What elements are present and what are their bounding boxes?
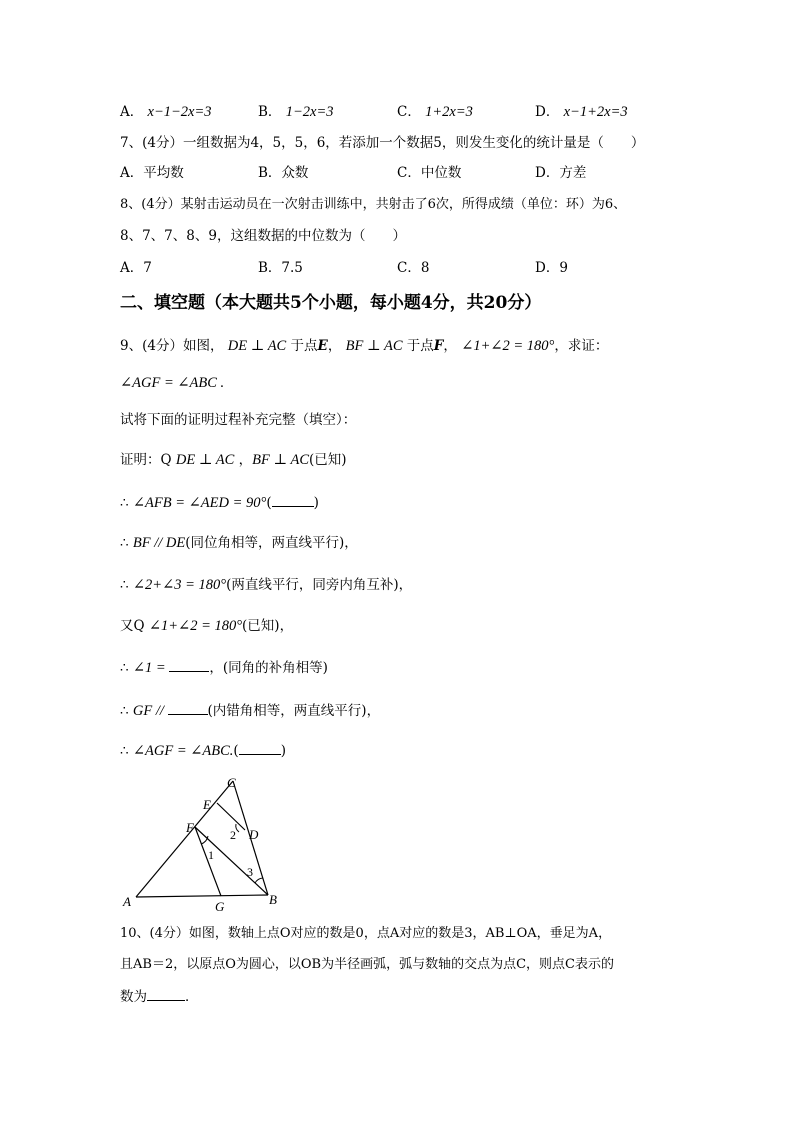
q7-option-c	[397, 163, 461, 183]
q8-option-d	[535, 258, 568, 278]
q9-text: ，	[327, 338, 342, 354]
q9-point-f: F	[433, 338, 444, 354]
proof-text: (两直线平行，同旁内角互补)，	[226, 577, 413, 593]
q8-option-b	[258, 258, 303, 278]
q6-option-b	[258, 102, 333, 122]
angle-2-mark	[236, 824, 239, 832]
proof-line	[120, 533, 358, 553]
option-text: 7	[143, 260, 152, 276]
option-letter: B．	[258, 260, 282, 276]
proof-text: ∴	[120, 660, 133, 676]
option-letter: C．	[397, 104, 421, 120]
q8-option-c	[397, 258, 429, 278]
option-text: 1−2x=3	[285, 104, 334, 120]
option-text: 8	[420, 260, 430, 276]
q9-math: BF ⊥ AC	[345, 338, 403, 354]
proof-math: ∠1+∠2 = 180°	[148, 618, 243, 634]
proof-text: (已知)，	[242, 618, 294, 634]
answer-blank[interactable]	[168, 700, 208, 715]
q9-text: 9、(4分）如图，	[120, 338, 224, 354]
label-b: B	[269, 892, 277, 907]
option-text: 中位数	[420, 165, 462, 181]
label-e: E	[203, 797, 211, 812]
proof-text: )	[313, 495, 319, 511]
proof-line	[120, 657, 328, 678]
q7-option-a	[120, 163, 184, 183]
q6-option-a	[120, 102, 212, 122]
label-d: D	[249, 827, 259, 842]
proof-text: ∴	[120, 535, 133, 551]
q9-math: ∠1+∠2 = 180°	[461, 338, 555, 354]
q9-line1	[120, 336, 608, 356]
section-title: 二、填空题（本大题共5个小题，每小题4分，共20分）	[120, 293, 542, 313]
q9-text: ，	[443, 338, 457, 354]
segment-ac	[136, 781, 233, 897]
proof-text: ，	[234, 452, 253, 468]
q6-option-c	[397, 102, 473, 122]
label-f: F	[186, 820, 194, 835]
proof-text: (同位角相等，两直线平行)，	[185, 535, 358, 551]
proof-text: ，(同角的补角相等)	[209, 660, 328, 676]
proof-line	[120, 616, 293, 636]
q8-stem-line2: 8、7、7、8、9，这组数据的中位数为（ ）	[120, 228, 406, 244]
proof-line	[120, 575, 412, 595]
proof-math: DE ⊥ AC	[175, 452, 235, 468]
option-letter: B．	[258, 104, 282, 120]
proof-math: ∠AFB = ∠AED = 90°	[132, 495, 267, 511]
proof-text: ∴	[120, 703, 133, 719]
option-letter: A．	[120, 104, 144, 120]
answer-blank[interactable]	[272, 492, 314, 507]
option-letter: D．	[535, 104, 560, 120]
option-letter: B．	[258, 165, 282, 181]
option-letter: A．	[120, 165, 144, 181]
answer-blank[interactable]	[147, 986, 185, 1001]
label-a: A	[123, 894, 131, 909]
option-text: 1+2x=3	[425, 104, 473, 120]
option-text: x−1+2x=3	[563, 104, 628, 120]
option-letter: C．	[397, 165, 421, 181]
proof-text: 又Q	[120, 618, 149, 634]
proof-math: BF ⊥ AC	[252, 452, 310, 468]
proof-math: ∠1 =	[132, 660, 170, 676]
proof-line	[120, 450, 347, 470]
proof-text: (内错角相等，两直线平行)，	[207, 703, 381, 719]
q9-math: DE ⊥ AC	[227, 338, 287, 354]
q10-line3	[120, 986, 199, 1007]
proof-math: GF //	[132, 703, 168, 719]
proof-line	[120, 740, 286, 761]
proof-text: 证明：Q	[120, 452, 176, 468]
option-letter: D．	[535, 165, 560, 181]
q9-text: ，求证：	[554, 338, 609, 354]
proof-text: (	[233, 743, 239, 759]
q9-point-e: E	[317, 338, 328, 354]
proof-text: )	[280, 743, 286, 759]
proof-text: ∴	[120, 743, 133, 759]
option-text: 7.5	[281, 260, 303, 276]
q7-stem: 7、(4分）一组数据为4，5，5，6，若添加一个数据5，则发生变化的统计量是（ ）	[120, 135, 645, 151]
q7-option-d	[535, 163, 586, 183]
q6-option-d	[535, 102, 628, 122]
proof-text: (已知)	[309, 452, 347, 468]
option-text: x−1−2x=3	[147, 104, 212, 120]
option-text: 9	[559, 260, 568, 276]
q10-text: 数为	[120, 989, 147, 1005]
q10-line2: 且AB＝2，以原点O为圆心，以OB为半径画弧，弧与数轴的交点为点C，则点C表示的	[120, 957, 614, 972]
proof-text: ∴	[120, 577, 133, 593]
option-letter: C．	[397, 260, 421, 276]
q7-option-b	[258, 163, 308, 183]
proof-line	[120, 492, 319, 513]
label-2: 2	[230, 828, 236, 842]
angle-3-mark	[255, 878, 263, 883]
option-text: 方差	[559, 165, 587, 181]
q9-text: 于点	[406, 338, 434, 354]
q9-instruction: 试将下面的证明过程补充完整（填空）：	[120, 412, 357, 428]
proof-math: ∠AGF = ∠ABC.	[132, 743, 234, 759]
answer-blank[interactable]	[239, 740, 281, 755]
q8-stem-line1: 8、(4分）某射击运动员在一次射击训练中，共射击了6次，所得成绩（单位：环）为6、	[120, 197, 627, 212]
option-text: 众数	[281, 165, 309, 181]
proof-math: ∠2+∠3 = 180°	[132, 577, 227, 593]
proof-line	[120, 700, 380, 721]
label-c: C	[227, 775, 236, 790]
option-text: 平均数	[143, 165, 184, 181]
q9-text: 于点	[290, 338, 318, 354]
q10-line1: 10、(4分）如图，数轴上点O对应的数是0，点A对应的数是3，AB⊥OA，垂足为A，	[120, 926, 612, 941]
label-g: G	[215, 899, 225, 914]
label-1: 1	[208, 848, 214, 862]
option-letter: A．	[120, 260, 144, 276]
proof-text: (	[266, 495, 272, 511]
q8-option-a	[120, 258, 152, 278]
segment-ab	[136, 895, 268, 897]
geometry-figure	[115, 770, 295, 915]
option-letter: D．	[535, 260, 560, 276]
angle-1-mark	[201, 836, 208, 844]
proof-text: ∴	[120, 495, 133, 511]
label-3: 3	[247, 865, 253, 879]
q10-text: ．	[185, 989, 199, 1005]
proof-math: BF // DE	[132, 535, 186, 551]
answer-blank[interactable]	[169, 657, 209, 672]
q9-line2: ∠AGF = ∠ABC .	[120, 375, 225, 391]
